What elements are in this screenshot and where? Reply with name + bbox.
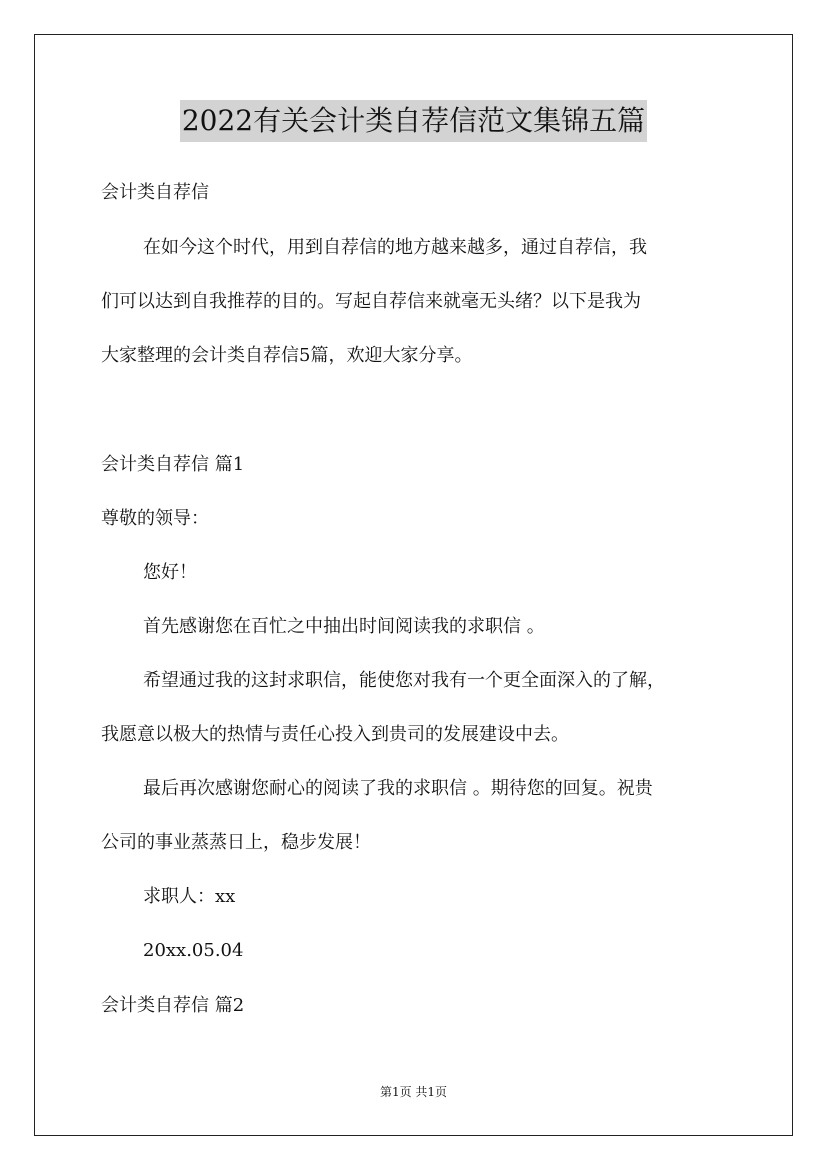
title-container (0, 100, 827, 142)
salutation: 尊敬的领导： (101, 508, 209, 529)
letter-heading: 会计类自荐信 篇2 (101, 995, 245, 1016)
page-number-footer: 第1页 共1页 (379, 1085, 448, 1099)
body-paragraph-line: 首先感谢您在百忙之中抽出时间阅读我的求职信 。 (143, 616, 545, 637)
body-paragraph-line: 希望通过我的这封求职信，能使您对我有一个更全面深入的了解， (143, 670, 665, 691)
body-paragraph-line: 我愿意以极大的热情与责任心投入到贵司的发展建设中去。 (101, 724, 569, 745)
body-paragraph-line: 公司的事业蒸蒸日上，稳步发展！ (101, 832, 371, 853)
intro-paragraph-line: 在如今这个时代，用到自荐信的地方越来越多，通过自荐信，我 (143, 237, 647, 258)
letter-heading: 会计类自荐信 篇1 (101, 454, 245, 475)
signature-date: 20xx.05.04 (143, 940, 244, 961)
intro-paragraph-line: 大家整理的会计类自荐信5篇，欢迎大家分享。 (101, 345, 473, 366)
intro-paragraph-line: 们可以达到自我推荐的目的。写起自荐信来就毫无头绪？以下是我为 (101, 291, 641, 312)
section-heading: 会计类自荐信 (101, 182, 209, 203)
greeting: 您好！ (143, 562, 197, 583)
signature-name: 求职人：xx (143, 886, 236, 907)
body-paragraph-line: 最后再次感谢您耐心的阅读了我的求职信 。期待您的回复。祝贵 (143, 778, 653, 799)
document-title: 2022有关会计类自荐信范文集锦五篇 (180, 100, 647, 142)
